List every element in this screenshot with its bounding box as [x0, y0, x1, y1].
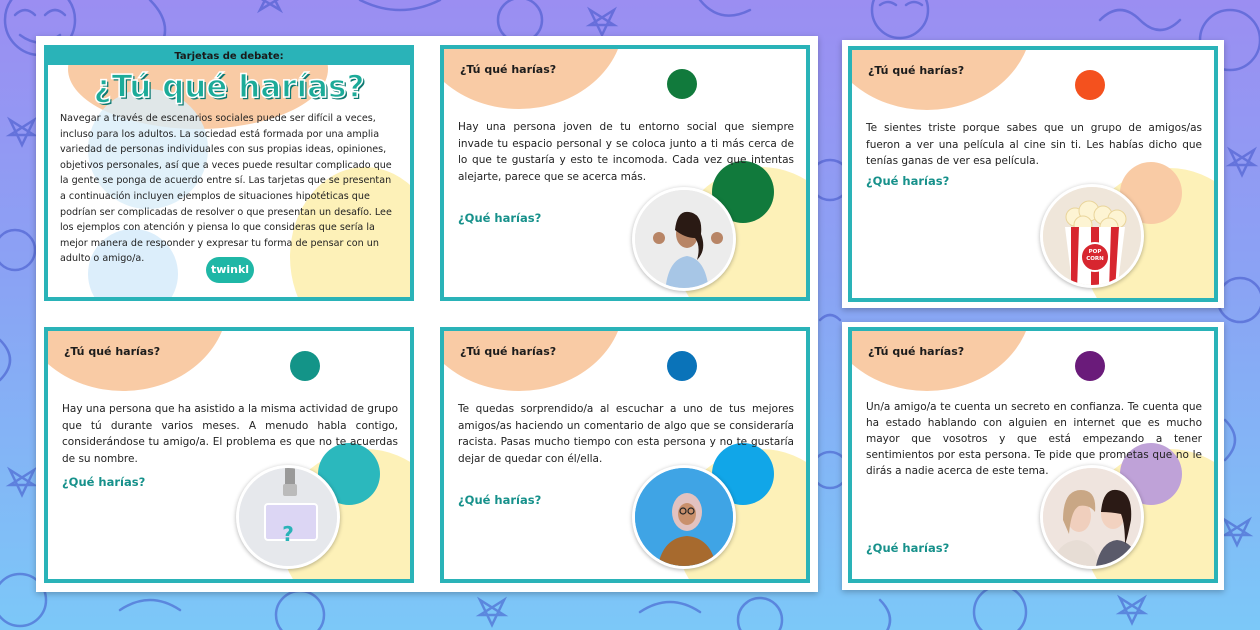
card-title: ¿Tú qué harías?	[868, 345, 965, 358]
question-label: ¿Qué harías?	[866, 174, 950, 188]
surprised-woman-photo	[632, 465, 736, 569]
intro-banner: Tarjetas de debate:	[48, 49, 410, 65]
intro-text: Navegar a través de escenarios sociales puede ser difícil a veces, incluso para los adultos. La sociedad está formada por una amplia variedad de personas individuales con sus propias ideas, opiniones, objetivos personales, así que a veces puede resultar complicado que la gente se ponga de acuerdo entre sí. Las tarjetas que se presentan a continuación incluyen ejemplos de situaciones hipotéticas que podrían ser complicadas de resolver o que presentan un desafío. Lee los ejemplos con atención y piensa lo que consideras que sería la mejor manera de responder y expresar tu forma de pensar con un adulto o amigo/a.	[60, 113, 392, 265]
name-badge-photo	[236, 465, 340, 569]
decor-peach-blob	[44, 327, 228, 391]
accent-dot	[290, 351, 320, 381]
decor-peach-blob	[848, 327, 1032, 391]
card-text: Hay una persona joven de tu entorno social que siempre invade tu espacio personal y se coloca junto a ti más cerca de lo que te gustaría y esto te incomoda. Cada vez que intentas alejarte, parece que se acerca más.	[458, 121, 794, 183]
card-movie	[848, 46, 1218, 302]
question-label: ¿Qué harías?	[458, 211, 542, 225]
popcorn-photo	[1040, 184, 1144, 288]
accent-dot	[1075, 351, 1105, 381]
card-text: Te quedas sorprendido/a al escuchar a uno de tus mejores amigos/as haciendo un comentario de algo que se consideraría racista. Pasas mucho tiempo con esta persona y no te gustaría dejar de quedar con él/ella.	[458, 403, 794, 465]
card-title: ¿Tú qué harías?	[460, 345, 557, 358]
question-label: ¿Qué harías?	[62, 475, 146, 489]
accent-dot	[1075, 70, 1105, 100]
decor-peach-blob	[848, 46, 1032, 110]
card-racist-comment	[440, 327, 810, 583]
card-forgot-name	[44, 327, 414, 583]
accent-dot	[667, 351, 697, 381]
card-secret	[848, 327, 1218, 583]
question-label: ¿Qué harías?	[458, 493, 542, 507]
decor-peach-blob	[440, 45, 624, 109]
card-text: Hay una persona que ha asistido a la misma actividad de grupo que tú durante varios meses. A menudo habla contigo, considerándose tu amigo/a. El problema es que no te acuerdas de su nombre.	[62, 403, 398, 465]
popcorn-label: POP CORN	[1086, 249, 1104, 262]
whispering-girls-photo	[1040, 465, 1144, 569]
intro-title: ¿Tú qué harías?	[93, 69, 365, 105]
card-title: ¿Tú qué harías?	[64, 345, 161, 358]
card-title: ¿Tú qué harías?	[460, 63, 557, 76]
intro-card	[44, 45, 414, 301]
question-label: ¿Qué harías?	[866, 541, 950, 555]
accent-dot	[667, 69, 697, 99]
woman-uncomfortable-photo	[632, 187, 736, 291]
decor-peach-blob	[440, 327, 624, 391]
card-text: Un/a amigo/a te cuenta un secreto en confianza. Te cuenta que ha estado hablando con alguien en internet que es mucho mayor que vosotros y que está empezando a tener sentimientos por esta persona. Te pide que prometas que no le dirás a nadie acerca de este tema.	[866, 401, 1202, 477]
badge-question-mark: ?	[282, 522, 294, 546]
card-text: Te sientes triste porque sabes que un grupo de amigos/as fueron a ver una película al cine sin ti. Les habías dicho que tenías ganas de ver esa película.	[866, 122, 1202, 167]
card-personal-space	[440, 45, 810, 301]
card-title: ¿Tú qué harías?	[868, 64, 965, 77]
twinkl-logo: twinkl	[206, 257, 254, 283]
